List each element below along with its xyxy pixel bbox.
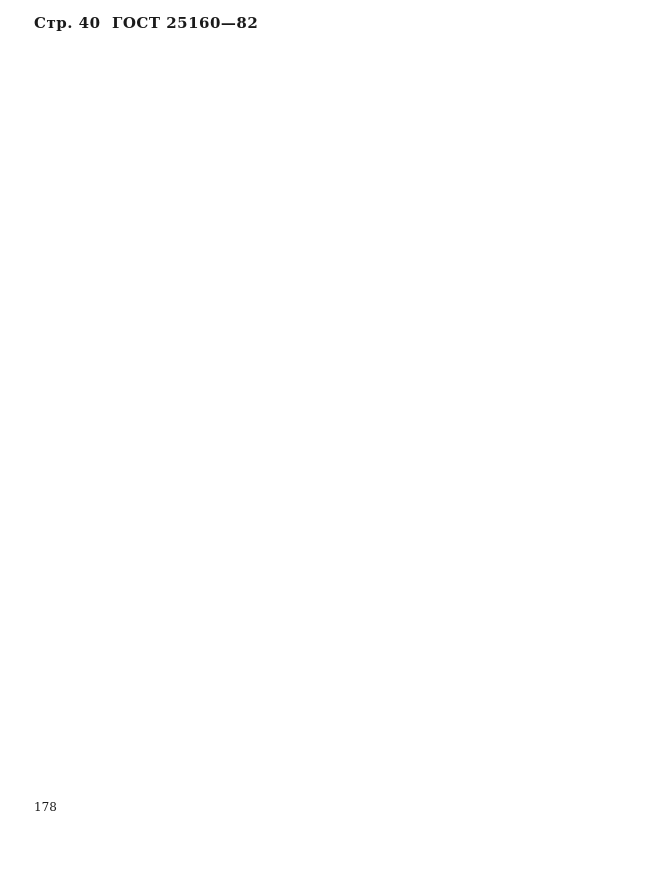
standard-code: ГОСТ 25160—82	[112, 14, 259, 32]
page-number: 178	[34, 800, 57, 814]
page-header	[34, 14, 258, 32]
page-label: Стр. 40	[34, 14, 101, 32]
